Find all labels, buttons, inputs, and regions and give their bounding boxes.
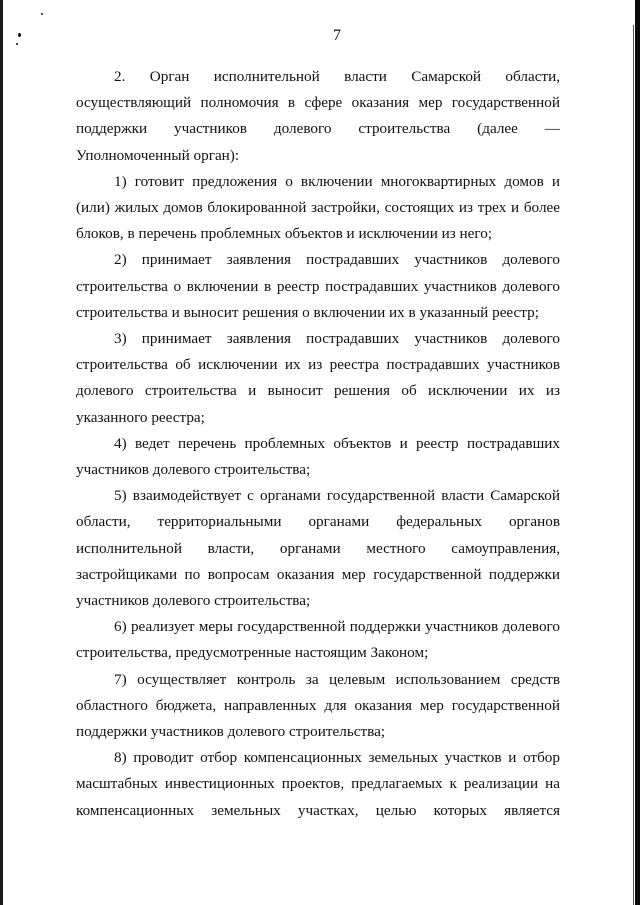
scan-edge-line (633, 25, 634, 905)
item-1 (76, 169, 560, 248)
paragraph-text: 1) готовит предложения о включении многоквартирных домов и (или) жилых домов блокированной застройки, состоящих из трех и более блоков, в перечень проблемных объектов и исключении из него; (76, 172, 560, 243)
paragraph-text: 6) реализует меры государственной поддержки участников долевого строительства, предусмотренные настоящим Законом; (76, 618, 560, 662)
page-number-text: 7 (333, 27, 341, 44)
paragraph-text: 5) взаимодействует с органами государственной власти Самарской области, территориальными органами федеральных органов исполнительной власти, органами местного самоуправления, застройщиками по вопросам оказания мер государственной поддержки участников долевого строительства; (76, 487, 560, 610)
paragraph-text: 2) принимает заявления пострадавших участников долевого строительства о включении в реестр пострадавших участников долевого строительства и выносит решения о включении их в указанный реестр; (76, 251, 560, 321)
document-body (76, 64, 560, 824)
item-6 (76, 614, 560, 666)
item-2 (76, 247, 560, 326)
paragraph-text: 3) принимает заявления пострадавших участников долевого строительства об исключении их из реестра пострадавших участников долевого строительства и выносит решения об исключении их из указанного реестра; (76, 330, 560, 426)
scan-edge-right (635, 0, 640, 905)
paragraph-text: 2. Орган исполнительной власти Самарской области, осуществляющий полномочия в сфере оказания мер государственной поддержки участников долевого строительства (далее — Уполномоченный орган): (76, 68, 560, 164)
item-4 (76, 431, 560, 483)
item-8 (76, 745, 560, 824)
item-7 (76, 667, 560, 746)
item-3 (76, 326, 560, 431)
paragraph-text: 8) проводит отбор компенсационных земельных участков и отбор масштабных инвестиционных проектов, предлагаемых к реализации на компенсационных земельных участках, целью которых является (76, 749, 560, 819)
paragraph-2 (76, 64, 560, 169)
scan-edge-left (0, 0, 3, 905)
scan-speck (41, 13, 43, 15)
page-number (0, 27, 640, 45)
paragraph-text: 7) осуществляет контроль за целевым использованием средств областного бюджета, направленных для оказания мер государственной поддержки участников долевого строительства; (76, 670, 560, 741)
item-5 (76, 483, 560, 614)
paragraph-text: 4) ведет перечень проблемных объектов и реестр пострадавших участников долевого строительства; (76, 434, 560, 479)
